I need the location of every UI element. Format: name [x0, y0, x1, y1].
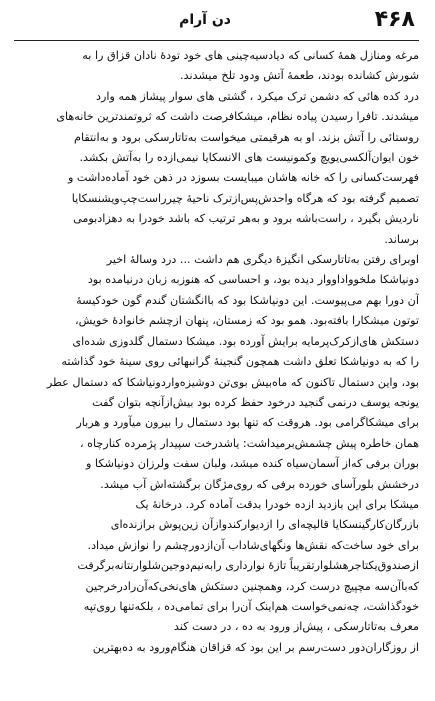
text-line: اوبرای رفتن به‌تاتارسکی انگیزهٔ دیگری هم داشت ... درد وسالهٔ اخیر: [106, 253, 419, 267]
text-line: شورش کشانده بودند، طعمهٔ آتش ودود تلخ میشدند.: [180, 69, 419, 83]
text-line: از روزگاران‌دور دست‌رسم بر این بود که قزاقان هنگام‌ورود به ده‌بهترین: [92, 640, 419, 654]
page-header: [14, 0, 419, 41]
text-line: بود، واین دستمال تاکنون که ماه‌بیش بوی‌تن دوشیزه‌واردونیاشکا که دستمال عطر: [46, 375, 419, 389]
text-line: برای میشکاگرامی بود. هروقت که تنها بود دستمال را بیرون میآورد و هربار: [76, 416, 419, 430]
text-line: را که به دونیاشکا تعلق داشت همچون گنجینهٔ گرانبهائی روی سینهٔ خود گذاشته: [61, 355, 419, 369]
text-line: که‌با‌آن‌سه مچپیچ درست کرد، وهمچنین دستکش های‌نخی‌که‌آن‌رادرخرجین: [85, 579, 419, 593]
text-line: میشکا برای این بازدید ازده خودرا بدقت آماده کرد. درخانهٔ یک: [135, 497, 419, 511]
running-title: دن آرام: [179, 12, 231, 28]
text-line: بوران برفی که‌از آسمان‌سیاه کنده میشد، ولبان سفت ولرزان دونیاشکا و: [85, 457, 419, 471]
text-line: معرف به‌تاتارسکی ، پیش‌از ورود به ده ، در دست کند: [173, 620, 419, 634]
text-line: ناردیش بگیرد ، راست‌باشه برود و به‌هر ترتیب که باشد خودرا به دهزادبومی: [73, 212, 419, 226]
text-line: برای خود ساخت‌که نقش‌ها ونگهای‌شاداب آن‌ازدورچشم را نوازش میداد.: [87, 538, 419, 552]
text-line: درد کده هائی که دشمن ترک میکرد ، گشتی های سوار پیشاز همه وارد: [96, 89, 419, 103]
page-number: ۴۶۸: [374, 7, 415, 32]
text-line: دستکش های‌ازکرک‌پرمایه برایش آورده بود. میشکا دستمال گلدوزی شده‌ای: [72, 334, 419, 348]
text-line: روستائی را آتش بزند. او به هرقیمتی میخواست به‌تاتارسکی برود و به‌انتقام: [74, 130, 419, 144]
text-line: بازرگان‌کارگینسکایا قالیچه‌ای را ازدیوارکندو‌ازآن زین‌پوش برازنده‌ای: [110, 518, 419, 532]
text-line: خود‌گذاشت، چه‌نمی‌خواست هم‌اینک آن‌را برای تمامی‌ده ، بلکه‌تنها روی‌تپه: [83, 599, 419, 613]
body-text: [14, 46, 419, 658]
text-line: توتون میشکارا بافته‌بود. همو بود که زمستان، پنهان ازچشم خانوادهٔ خویش،: [75, 314, 419, 328]
text-line: مرغه ومنازل همهٔ کسانی که دیادسیه‌چینی های خود تودهٔ نادان قزاق را به: [82, 49, 419, 62]
text-line: همان خاطره پیش چشمش‌برمیداشت: یاشدرخت سپیدار پژمرده کنارچاه ،: [79, 436, 419, 450]
text-line: خون ایوان‌آلکسی‌یویچ وکمونیست های الانسکایا نیمی‌ازده را به‌آتش بکشد.: [79, 151, 419, 165]
text-line: درخشش بلورآسای خورده برفی که روی‌مژگان برگشته‌اش آب میشد.: [100, 477, 419, 491]
text-line: دونیاشکا ملخوواداووار دیده بود، و احساسی که هنوزبه زبان درنیامده بود: [87, 273, 419, 287]
text-line: تصمیم گرفته بود که هرگاه واحدش‌پس‌ازترک ناحیهٔ چیرراست‌چپ‌ویشنسکایا: [71, 191, 419, 205]
text-line: آن دورا بهم می‌پیوست. این دونیاشکا بود که باانگشتان گندم گون خودکیسهٔ: [76, 293, 419, 307]
text-line: فهرست‌کسانی را که خانه هاشان میبایست بسوزد در ذهن خود آماده‌داشت و: [67, 171, 419, 185]
text-line: ازصندوق‌یکتاجرهشلوارتقریباً تازهٔ نوارداری رابه‌نیم‌دوجین‌شلوارنتانه‌برگرفت: [77, 559, 419, 573]
text-line: یونجه یوسف درنمی گنجید درخود حفظ کرده بود بیش‌ازآنچه بتوان گفت: [92, 395, 419, 409]
text-line: میشدند. تافرا رسیدن پیاده نظام، میشکافرصت داشت که ثروتمندترین خانه‌های: [56, 110, 419, 124]
text-line: برساند.: [384, 232, 419, 246]
